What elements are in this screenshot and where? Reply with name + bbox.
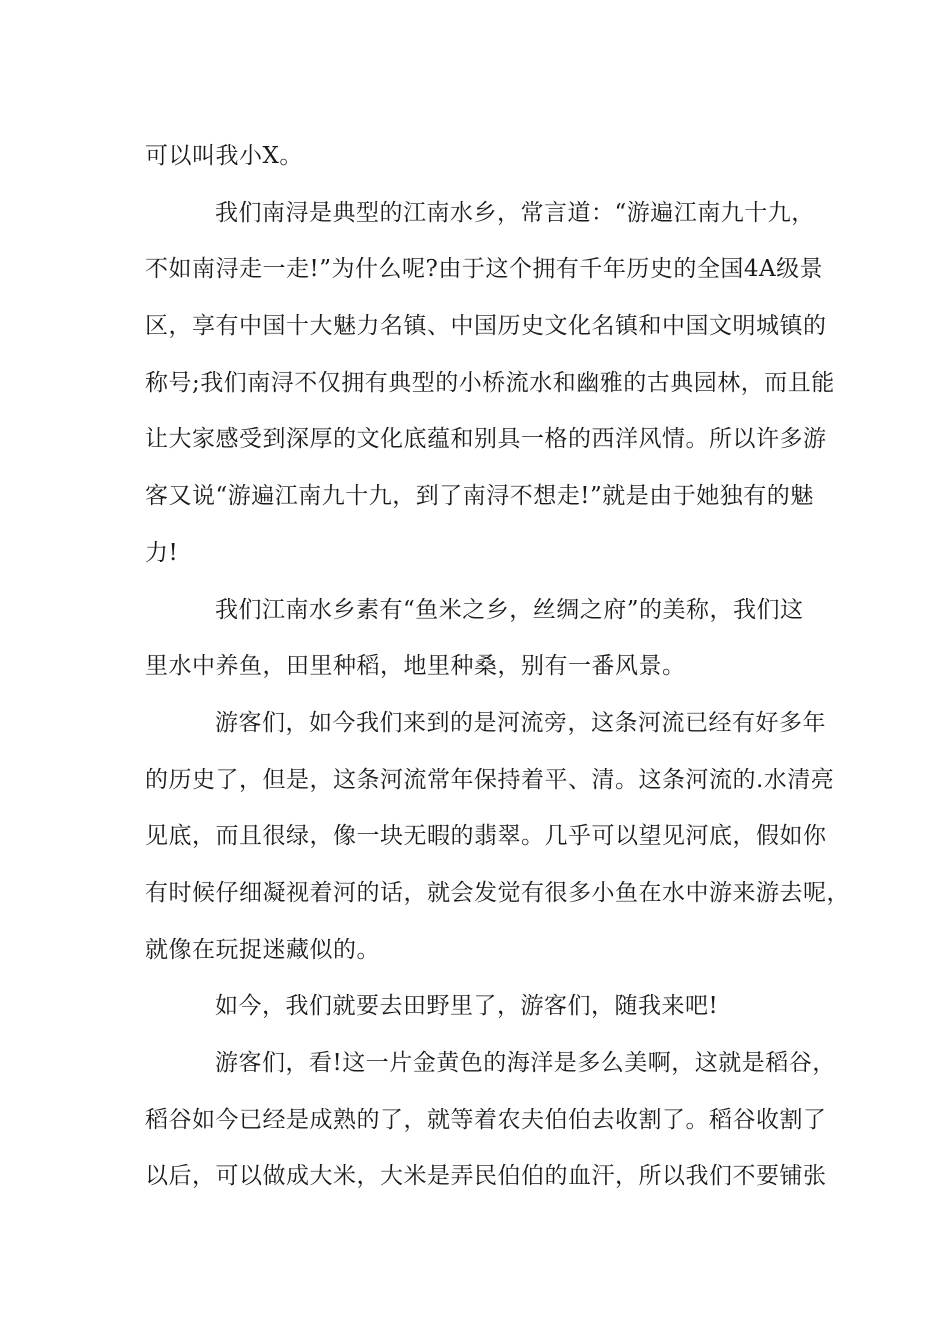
text-line: 客又说“游遍江南九十九，到了南浔不想走!”就是由于她独有的魅 <box>145 483 814 510</box>
text-line: 力! <box>145 539 179 566</box>
text-line: 不如南浔走一走!”为什么呢?由于这个拥有千年历史的全国4A级景 <box>145 256 824 283</box>
text-line: 区，享有中国十大魅力名镇、中国历史文化名镇和中国文明城镇的 <box>145 313 827 340</box>
text-line: 就像在玩捉迷藏似的。 <box>145 936 380 963</box>
text-line: 游客们，看!这一片金黄色的海洋是多么美啊，这就是稻谷， <box>215 1050 836 1076</box>
text-line: 游客们，如今我们来到的是河流旁，这条河流已经有好多年 <box>215 709 826 736</box>
text-line: 稻谷如今已经是成熟的了，就等着农夫伯伯去收割了。稻谷收割了 <box>145 1106 827 1133</box>
text-line: 我们江南水乡素有“鱼米之乡，丝绸之府”的美称，我们这 <box>215 596 804 623</box>
text-line: 以后，可以做成大米，大米是弄民伯伯的血汗，所以我们不要铺张 <box>145 1163 827 1190</box>
text-line: 称号;我们南浔不仅拥有典型的小桥流水和幽雅的古典园林，而且能 <box>145 369 835 396</box>
text-line: 如今，我们就要去田野里了，游客们，随我来吧! <box>215 993 719 1020</box>
document-body <box>145 128 850 1205</box>
text-line: 让大家感受到深厚的文化底蕴和别具一格的西洋风情。所以许多游 <box>145 426 827 453</box>
text-line: 可以叫我小X。 <box>145 143 303 169</box>
text-line: 里水中养鱼，田里种稻，地里种桑，别有一番风景。 <box>145 653 686 680</box>
text-line: 有时候仔细凝视着河的话，就会发觉有很多小鱼在水中游来游去呢， <box>145 879 850 906</box>
text-line: 我们南浔是典型的江南水乡，常言道：“游遍江南九十九， <box>215 199 815 226</box>
text-line: 见底，而且很绿，像一块无暇的翡翠。几乎可以望见河底，假如你 <box>145 823 827 850</box>
text-line: 的历史了，但是，这条河流常年保持着平、清。这条河流的.水清亮 <box>145 766 835 793</box>
